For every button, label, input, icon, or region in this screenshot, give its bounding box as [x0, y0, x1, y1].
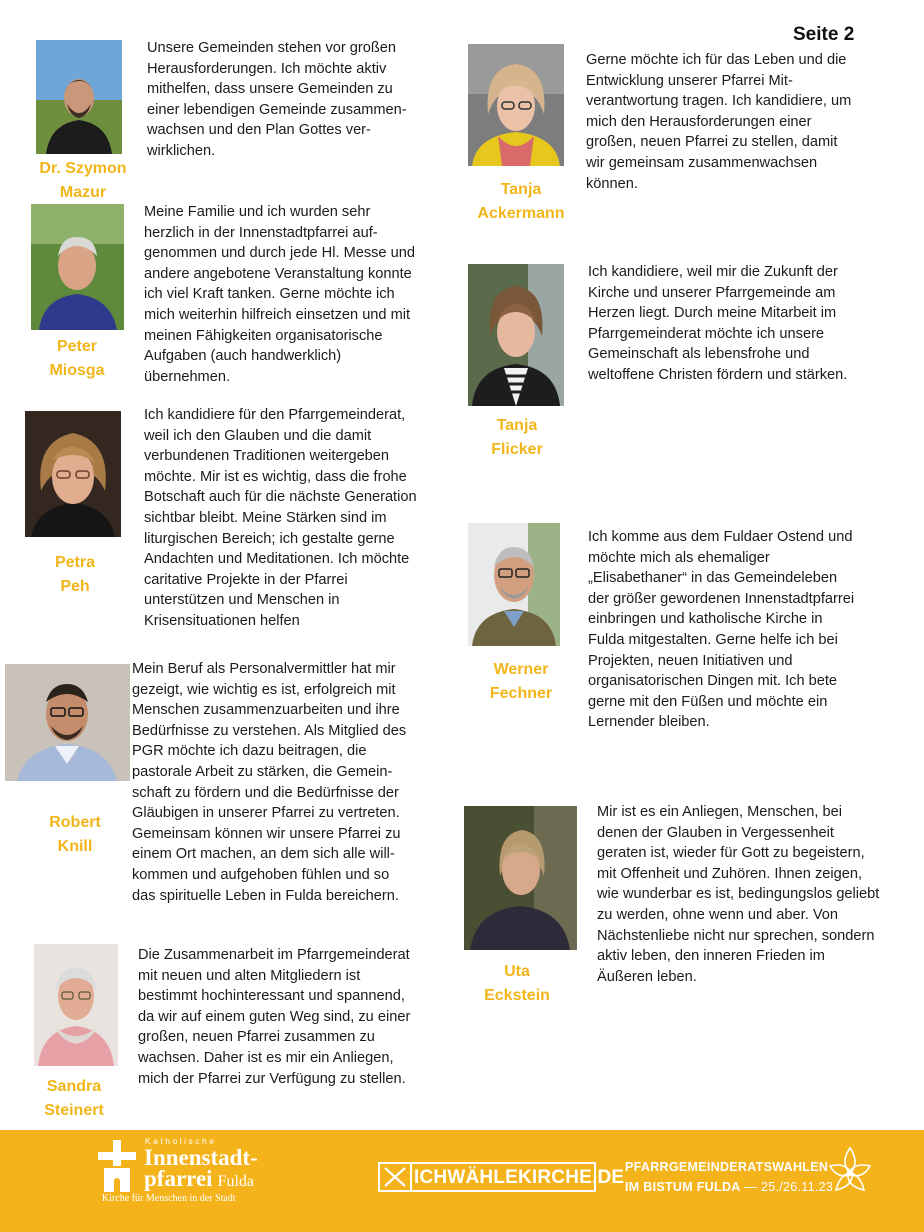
election-title: PFARRGEMEINDERATSWAHLEN: [625, 1160, 829, 1174]
portrait-photo: [36, 40, 122, 154]
logo-city: Fulda: [217, 1173, 255, 1190]
candidate-first-name: Sandra: [46, 1078, 102, 1095]
candidate-last-name: Eckstein: [484, 987, 550, 1004]
portrait-photo: [468, 264, 564, 406]
candidate-last-name: Steinert: [44, 1102, 104, 1119]
candidate-last-name: Peh: [60, 578, 90, 595]
candidate-first-name: Robert: [49, 814, 101, 831]
candidate-first-name: Petra: [54, 554, 96, 571]
candidate-statement: Meine Familie und ich wurden sehr herzlich in der Innenstadtpfarrei auf- genommen und durch jede Hl. Messe und andere angebotene Veranstaltung konnte ich viel Kraft tanken. Gerne möchte ich mich weiterhin hilfreich einsetzen und mit meinen Fähigkeiten organisatorische Aufgaben (auch handwerklich) übernehmen.: [144, 204, 415, 385]
portrait-photo: [468, 523, 560, 646]
candidate-name: [20, 811, 130, 859]
candidate-name: [19, 1075, 129, 1123]
candidate-last-name: Fechner: [489, 685, 553, 702]
candidate-last-name: Flicker: [491, 441, 543, 458]
website-link[interactable]: [378, 1162, 625, 1192]
candidate-first-name: Dr. Szymon: [39, 160, 127, 177]
candidate-statement: Unsere Gemeinden stehen vor großen Herausforderungen. Ich möchte aktiv mithelfen, dass unsere Gemeinden zu einer lebendigen Gemeinde zusammen- wachsen und den Plan Gottes ver- wirklichen.: [147, 40, 407, 159]
election-date: — 25./26.11.23: [744, 1180, 834, 1194]
logo-innenstadt: Innenstadt-: [144, 1145, 258, 1170]
portrait-photo: [468, 44, 564, 166]
candidate-name: [462, 960, 572, 1008]
candidate-last-name: Ackermann: [477, 205, 565, 222]
logo-tagline: Kirche für Menschen in der Stadt: [102, 1193, 236, 1204]
portrait-photo: [34, 944, 118, 1066]
candidate-statement: Die Zusammenarbeit im Pfarrgemeinderat mit neuen und alten Mitgliedern ist bestimmt hochinteressant und spannend, da wir auf einem guten Weg sind, zu einer großen, neuen Pfarrei zusammen zu wachsen. Daher ist es mir ein Anliegen, mich der Pfarrei zur Verfügung zu stellen.: [138, 947, 411, 1087]
logo-katholische: Katholische: [145, 1136, 217, 1146]
church-cross-logo-icon: [96, 1140, 138, 1192]
candidate-last-name: Miosga: [49, 362, 105, 379]
candidate-name: [22, 335, 132, 383]
candidate-statement: Gerne möchte ich für das Leben und die Entwicklung unserer Pfarrei Mit- verantwortung tragen. Ich kandidiere, um mich den Herausforderungen einer großen, neuen Pfarrei zu stellen, damit wir gemeinsam zusammenwachsen können.: [586, 52, 852, 192]
logo-pfarrei: [144, 1167, 254, 1193]
election-subtitle: [625, 1180, 833, 1194]
candidate-name: [28, 157, 138, 205]
candidate-name: [20, 551, 130, 599]
candidate-first-name: Tanja: [496, 417, 538, 434]
candidate-last-name: Mazur: [59, 184, 107, 201]
candidate-statement: Ich kandidiere für den Pfarrgemeinderat, weil ich den Glauben und die damit verbundenen Traditionen weitergeben möchte. Mir ist es wichtig, dass die frohe Botschaft auch für die nächste Generation sichtbar bleibt. Meine Stärken sind im liturgischen Bereich; ich gestalte gerne Andachten und Meditationen. Ich möchte caritative Projekte in der Pfarrei unterstützen und Menschen in Krisensituationen helfen: [144, 407, 417, 629]
portrait-photo: [31, 204, 124, 330]
candidate-name: [466, 658, 576, 706]
website-text: ICHWÄHLEKIRCHE.DE: [414, 1167, 625, 1188]
candidate-statement: Ich kandidiere, weil mir die Zukunft der Kirche und unserer Pfarrgemeinde am Herzen liegt. Durch meine Mitarbeit im Pfarrgemeinderat möchte ich unsere Gemeinschaft als lebensfrohe und weltoffene Christen fördern und stärken.: [588, 264, 848, 383]
candidate-first-name: Werner: [493, 661, 549, 678]
portrait-photo: [464, 806, 577, 950]
election-diocese: IM BISTUM FULDA: [625, 1180, 741, 1194]
candidate-first-name: Uta: [504, 963, 530, 980]
candidate-first-name: Tanja: [500, 181, 542, 198]
candidate-last-name: Knill: [57, 838, 93, 855]
candidate-name: [466, 178, 576, 226]
page-number: Seite 2: [793, 24, 855, 45]
portrait-photo: [25, 411, 121, 537]
election-flower-logo-icon: [826, 1144, 874, 1196]
ballot-cross-icon: [383, 1166, 407, 1188]
candidate-statement: Mein Beruf als Personalvermittler hat mir gezeigt, wie wichtig es ist, erfolgreich mit Menschen zusammenzuarbeiten und ihre Bedürfnisse zu verstehen. Als Mitglied des PGR möchte ich dazu beitragen, die pastorale Arbeit zu stärken, die Gemein- schaft zu fördern und die Bedürfnisse der Gläubigen in unserer Pfarrei zu vertreten. Gemeinsam können wir unsere Pfarrei zu einem Ort machen, an dem sich alle will- kommen und aufgehoben fühlen und so das spirituelle Leben in Fulda bereichern.: [132, 661, 407, 904]
portrait-photo: [5, 664, 130, 781]
footer-banner: [0, 1130, 924, 1232]
website-separator: [410, 1164, 412, 1190]
candidate-first-name: Peter: [56, 338, 98, 355]
candidate-name: [462, 414, 572, 462]
candidate-statement: Mir ist es ein Anliegen, Menschen, bei denen der Glauben in Vergessenheit geraten ist, wieder für Gott zu begeistern, mit Offenheit und Zuhören. Ihnen zeigen, wie wunderbar es ist, bedingungslos geliebt zu werden, ohne wenn und aber. Von Nächstenliebe nicht nur sprechen, sondern aktiv leben, den inneren Frieden im Äußeren leben.: [597, 804, 880, 985]
candidate-statement: Ich komme aus dem Fuldaer Ostend und möchte mich als ehemaliger „Elisabethaner“ in das Gemeindeleben der größer gewordenen Innenstadtpfarrei einbringen und katholische Kirche in Fulda mitgestalten. Gerne helfe ich bei Projekten, neuen Initiativen und organisatorischen Dingen mit. Ich bete gerne mit den Füßen und möchte ein Lernender bleiben.: [588, 529, 855, 731]
logo-pfarrei-word: pfarrei: [144, 1166, 213, 1191]
